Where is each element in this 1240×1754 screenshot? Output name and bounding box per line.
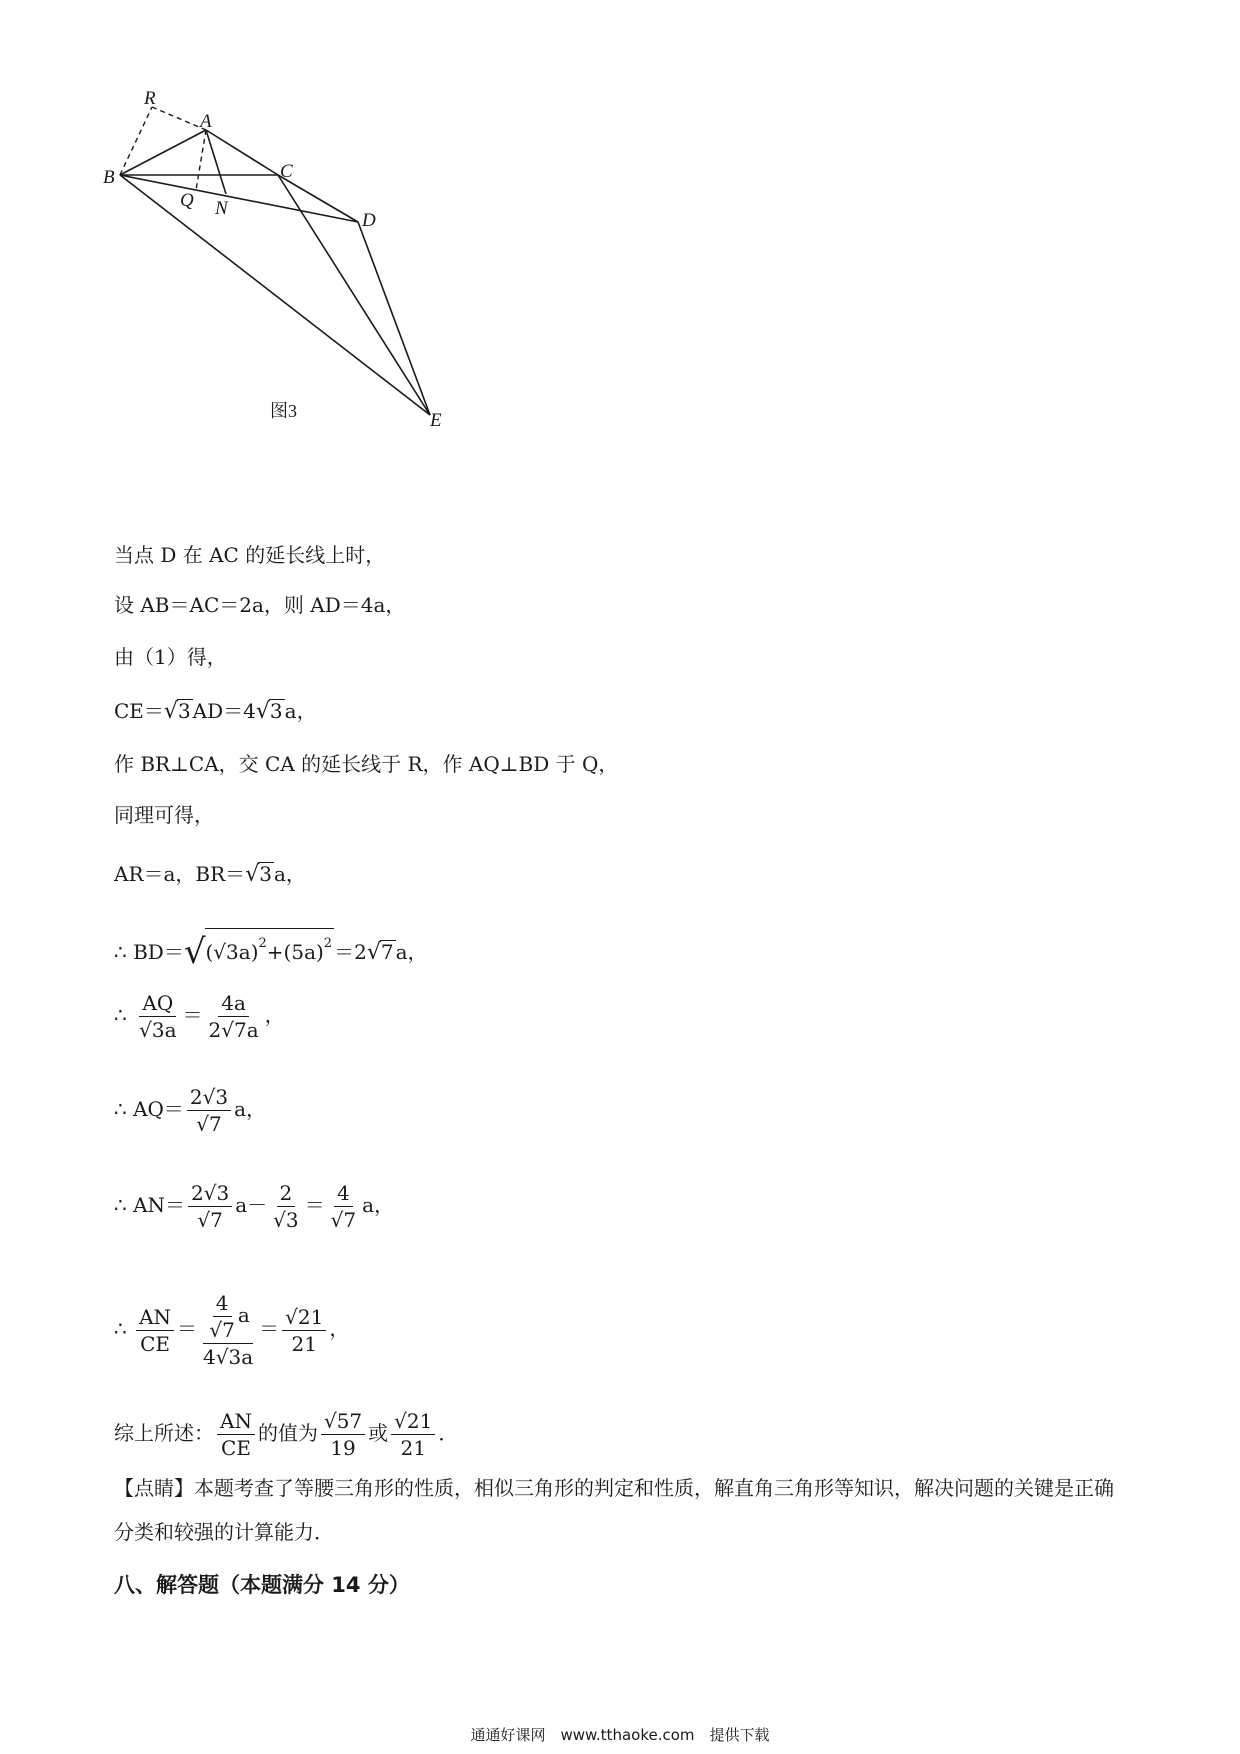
term-root3a: (√3a): [205, 940, 259, 964]
numerator: [203, 1290, 252, 1344]
equals: ＝: [304, 1193, 325, 1217]
eq-text: a: [237, 1303, 250, 1327]
equation-bd: [114, 928, 428, 972]
eq-text: AR＝a，BR＝: [114, 862, 246, 886]
sqrt-icon: √: [366, 940, 381, 965]
eq-text: AD＝4: [192, 699, 256, 723]
term-5a: +(5a): [266, 940, 324, 964]
eq-text: ＝2: [334, 940, 367, 964]
denominator: √3a: [139, 1018, 177, 1042]
numerator: 2: [277, 1180, 296, 1207]
sqrt-icon: √: [245, 862, 260, 887]
point-label-N: N: [215, 198, 228, 219]
fraction: [206, 1290, 237, 1343]
eq-text: a，: [362, 1193, 395, 1217]
point-label-E: E: [430, 410, 442, 431]
equals: ＝: [182, 1003, 203, 1027]
fraction: [391, 1408, 435, 1461]
denominator: √7: [196, 1112, 222, 1136]
eq-text: a，: [284, 699, 317, 723]
equation-aq-ratio: [114, 990, 285, 1043]
fraction: [206, 990, 262, 1043]
eq-text: ，: [329, 1316, 350, 1341]
segment-BE: [120, 175, 430, 415]
numerator: AN: [217, 1408, 255, 1435]
radicand: 3: [259, 862, 272, 886]
eq-text: 综上所述：: [114, 1421, 214, 1445]
radicand: 3: [177, 699, 191, 723]
equation-an-over-ce: [114, 1290, 349, 1370]
denominator: 19: [330, 1436, 356, 1460]
denominator: √7: [197, 1208, 223, 1232]
numerator: √57: [321, 1408, 365, 1435]
point-label-A: A: [200, 111, 212, 132]
sqrt-icon: √: [183, 932, 206, 972]
segment-BR-dashed: [120, 107, 152, 175]
denominator: 4√3a: [203, 1345, 254, 1369]
numerator: 2√3: [187, 1084, 231, 1111]
eq-text: 的值为: [257, 1421, 318, 1445]
fraction: [321, 1408, 365, 1461]
numerator: 2√3: [188, 1180, 232, 1207]
numerator: 4: [334, 1180, 353, 1207]
page-footer: 通通好课网 www.tthaoke.com 提供下载: [470, 1726, 770, 1744]
commentary-note: 【点睛】本题考查了等腰三角形的性质，相似三角形的判定和性质，解直角三角形等知识，解决问题的关键是正确分类和较强的计算能力．: [114, 1476, 1114, 1544]
segment-RA-dashed: [152, 107, 206, 130]
eq-text: ．: [438, 1421, 459, 1445]
denominator: √7: [330, 1208, 357, 1232]
numerator: √21: [391, 1408, 435, 1435]
therefore-icon: ∴: [114, 1316, 127, 1341]
text-line-6: 同理可得，: [114, 803, 214, 827]
equation-ce: [114, 697, 317, 726]
eq-text: ∴ BD＝: [114, 940, 184, 964]
radicand: 3: [269, 699, 283, 723]
eq-text: CE＝: [114, 699, 164, 723]
numerator: AN: [136, 1304, 174, 1331]
segment-AQ-dashed: [196, 130, 206, 190]
fraction: [187, 1084, 231, 1137]
text-line-3: 由（1）得，: [114, 645, 227, 669]
segment-CE: [278, 175, 430, 415]
sqrt-icon: √: [255, 699, 270, 724]
fraction: [217, 1408, 255, 1461]
compound-fraction: [200, 1290, 256, 1370]
segment-CD: [278, 175, 358, 222]
eq-text: ，: [264, 1003, 285, 1027]
conclusion-line: [114, 1408, 458, 1461]
point-label-Q: Q: [180, 190, 194, 211]
equals: ＝: [259, 1316, 280, 1341]
equation-aq: [114, 1084, 266, 1137]
eq-text: a－: [235, 1193, 268, 1217]
section-heading: 八、解答题（本题满分 14 分）: [114, 1573, 410, 1597]
fraction: [282, 1304, 326, 1357]
segment-AN: [206, 130, 226, 194]
exponent: 2: [258, 936, 267, 951]
eq-text: a，: [273, 862, 306, 886]
text-line-5: 作 BR⊥CA，交 CA 的延长线于 R，作 AQ⊥BD 于 Q，: [114, 752, 619, 776]
fraction: [328, 1180, 359, 1233]
text-line-2: 设 AB＝AC＝2a，则 AD＝4a，: [114, 593, 406, 617]
therefore-icon: ∴: [114, 1003, 127, 1027]
segment-AC: [206, 130, 278, 175]
text-line-1: 当点 D 在 AC 的延长线上时，: [114, 543, 386, 567]
denominator: √3: [273, 1208, 299, 1232]
radicand: 7: [380, 940, 394, 964]
numerator: AQ: [139, 990, 176, 1017]
fraction: [136, 1304, 174, 1357]
eq-text: a，: [395, 940, 428, 964]
figure-caption: 图3: [270, 401, 297, 421]
numerator: 4: [213, 1290, 232, 1317]
exponent: 2: [323, 936, 333, 951]
eq-text: a，: [234, 1097, 267, 1121]
equals: ＝: [177, 1316, 198, 1341]
point-label-C: C: [280, 161, 293, 182]
denominator: √7: [209, 1318, 235, 1342]
point-label-D: D: [362, 210, 376, 231]
eq-text: ∴ AN＝: [114, 1193, 186, 1217]
denominator: 21: [291, 1331, 317, 1356]
sqrt-icon: √: [163, 699, 178, 724]
denominator: CE: [221, 1436, 251, 1460]
eq-text: ∴ AQ＝: [114, 1097, 184, 1121]
segment-BA: [120, 130, 206, 175]
fraction: [270, 1180, 301, 1233]
fraction: [136, 990, 179, 1043]
numerator: √21: [282, 1304, 326, 1331]
point-label-B: B: [103, 167, 115, 188]
segment-BD: [120, 175, 358, 222]
numerator: 4a: [218, 990, 249, 1017]
denominator: CE: [140, 1331, 171, 1356]
radicand: [205, 928, 335, 963]
geometry-figure-3: [100, 80, 520, 500]
fraction: [188, 1180, 232, 1233]
eq-text: 或: [368, 1421, 389, 1445]
point-label-R: R: [144, 88, 156, 109]
denominator: 21: [400, 1436, 426, 1460]
equation-an: [114, 1180, 394, 1233]
denominator: 2√7a: [208, 1018, 259, 1042]
equation-ar-br: [114, 860, 306, 889]
